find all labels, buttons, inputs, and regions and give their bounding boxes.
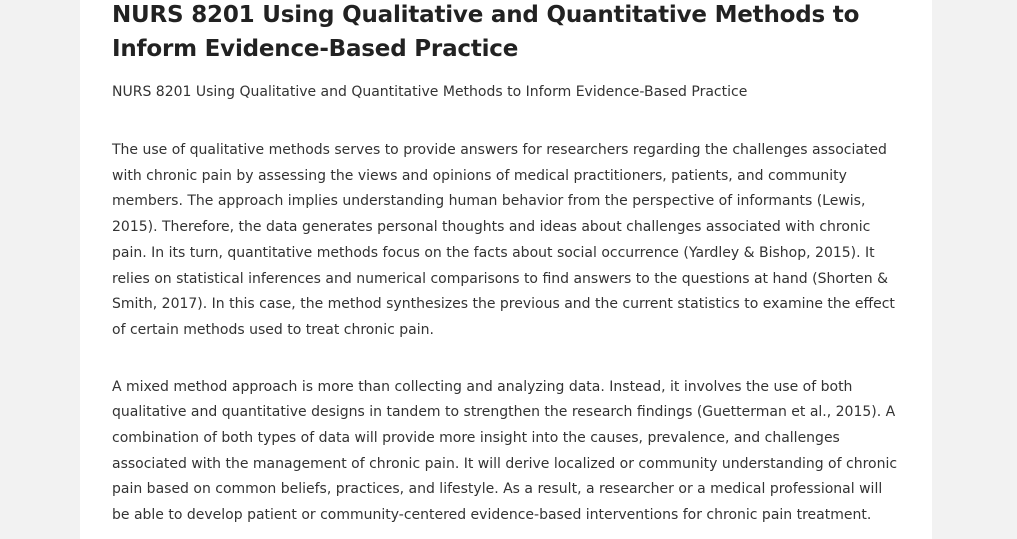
- article-content: [112, 0, 902, 529]
- paragraph-mixed-method: A mixed method approach is more than collecting and analyzing data. Instead, it involves the use of both qualitative and quantitative designs in tandem to strengthen the research findings (Guetterman et al., 2015). A combination of both types of data will provide more insight into the causes, prevalence, and challenges associated with the management of chronic pain. It will derive localized or community understanding of chronic pain based on common beliefs, practices, and lifestyle. As a result, a researcher or a medical professional will be able to develop patient or community-centered evidence-based interventions for chronic pain treatment.: [112, 378, 898, 524]
- article-page: [80, 0, 932, 539]
- article-title: NURS 8201 Using Qualitative and Quantitative Methods to Inform Evidence-Based Practice: [112, 2, 860, 62]
- paragraph-qualitative-quantitative: The use of qualitative methods serves to provide answers for researchers regarding the challenges associated with chronic pain by assessing the views and opinions of medical practitioners, patients, and community members. The approach implies understanding human behavior from the perspective of informants (Lewis, 2015). Therefore, the data generates personal thoughts and ideas about challenges associated with chronic pain. In its turn, quantitative methods focus on the facts about social occurrence (Yardley & Bishop, 2015). It relies on statistical inferences and numerical comparisons to find answers to the questions at hand (Shorten & Smith, 2017). In this case, the method synthesizes the previous and the current statistics to examine the effect of certain methods used to treat chronic pain.: [112, 142, 895, 338]
- article-subtitle: NURS 8201 Using Qualitative and Quantitative Methods to Inform Evidence-Based Practice: [112, 84, 748, 100]
